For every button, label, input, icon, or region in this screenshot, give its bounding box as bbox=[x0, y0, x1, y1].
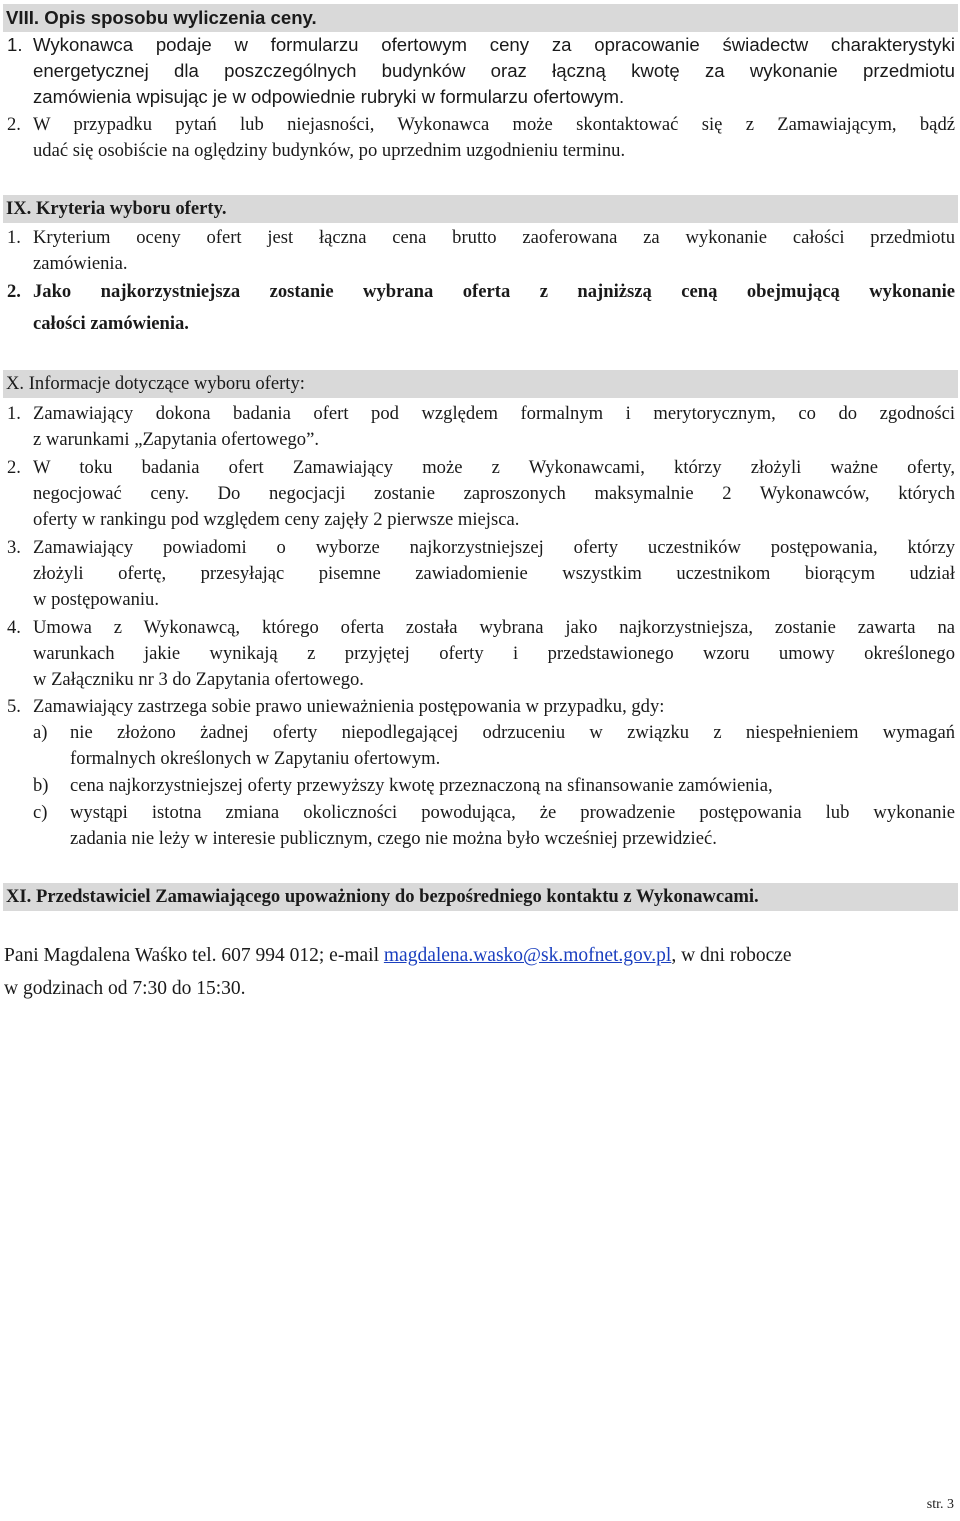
s9-item-1-line-2: zamówienia. bbox=[33, 253, 128, 274]
s8-item-1-number: 1. bbox=[7, 34, 23, 55]
s10-item-4-number: 4. bbox=[7, 617, 21, 638]
s10-item-4-line-2: warunkach jakie wynikają z przyjętej oferty i przedstawionego wzoru umowy określonego bbox=[33, 643, 955, 664]
s8-item-2-line-2: udać się osobiście na oględziny budynków, po uprzednim uzgodnieniu terminu. bbox=[33, 140, 626, 161]
s10-item-5a-line-2: formalnych określonych w Zapytaniu ofertowym. bbox=[70, 748, 441, 769]
s10-item-1-line-2: z warunkami „Zapytania ofertowego”. bbox=[33, 429, 320, 450]
s10-item-5c-line-2: zadania nie leży w interesie publicznym, czego nie można było wcześniej przewidzieć. bbox=[70, 828, 717, 849]
s10-item-3-line-2: złożyli ofertę, przesyłając pisemne zawiadomienie wszystkim uczestnikom biorącym udział bbox=[33, 563, 955, 584]
contact-line-1 bbox=[4, 943, 792, 969]
s10-item-3-line-3: w postępowaniu. bbox=[33, 589, 160, 610]
s10-item-5a-line-1: nie złożono żadnej oferty niepodlegającej odrzuceniu w związku z niespełnieniem wymagań bbox=[70, 722, 955, 743]
s10-item-2-line-2: negocjować ceny. Do negocjacji zostanie zaproszonych maksymalnie 2 Wykonawców, których bbox=[33, 483, 955, 504]
s9-item-1-line-1: Kryterium oceny ofert jest łączna cena brutto zaoferowana za wykonanie całości przedmiotu bbox=[33, 227, 955, 248]
s10-item-5b-line-1: cena najkorzystniejszej oferty przewyższy kwotę przeznaczoną na sfinansowanie zamówienia, bbox=[70, 775, 773, 796]
s10-item-2-number: 2. bbox=[7, 457, 21, 478]
s10-item-4-line-1: Umowa z Wykonawcą, którego oferta została wybrana jako najkorzystniejsza, zostanie zawarta na bbox=[33, 617, 955, 638]
page-number: str. 3 bbox=[926, 1497, 954, 1512]
email-link[interactable]: magdalena.wasko@sk.mofnet.gov.pl bbox=[383, 945, 672, 966]
s10-item-1-number: 1. bbox=[7, 403, 21, 424]
s8-item-2-number: 2. bbox=[7, 114, 21, 135]
section-9-heading: IX. Kryteria wyboru oferty. bbox=[3, 195, 958, 223]
section-8-heading: VIII. Opis sposobu wyliczenia ceny. bbox=[3, 4, 958, 32]
s10-item-3-number: 3. bbox=[7, 537, 21, 558]
s9-item-1-number: 1. bbox=[7, 227, 21, 248]
s10-item-5a-label: a) bbox=[33, 722, 48, 743]
s10-item-5c-line-1: wystąpi istotna zmiana okoliczności powodująca, że prowadzenie postępowania lub wykonanie bbox=[70, 802, 955, 823]
s10-item-5b-label: b) bbox=[33, 775, 49, 796]
section-11-heading: XI. Przedstawiciel Zamawiającego upoważniony do bezpośredniego kontaktu z Wykonawcami. bbox=[3, 883, 958, 911]
s9-item-2-number: 2. bbox=[7, 281, 21, 302]
s10-item-3-line-1: Zamawiający powiadomi o wyborze najkorzystniejszej oferty uczestników postępowania, którzy bbox=[33, 537, 955, 558]
s10-item-5-line-1: Zamawiający zastrzega sobie prawo unieważnienia postępowania w przypadku, gdy: bbox=[33, 696, 665, 717]
s8-item-1-line-2: energetycznej dla poszczególnych budynków oraz łączną kwotę za wykonanie przedmiotu bbox=[33, 60, 955, 81]
s9-item-2-line-1: Jako najkorzystniejsza zostanie wybrana oferta z najniższą ceną obejmującą wykonanie bbox=[33, 281, 955, 302]
s10-item-5c-label: c) bbox=[33, 802, 48, 823]
contact-prefix: Pani Magdalena Waśko tel. 607 994 012; e-mail bbox=[4, 945, 384, 966]
s10-item-2-line-3: oferty w rankingu pod względem ceny zajęły 2 pierwsze miejsca. bbox=[33, 509, 520, 530]
s8-item-2-line-1: W przypadku pytań lub niejasności, Wykonawca może skontaktować się z Zamawiającym, bądź bbox=[33, 114, 955, 135]
s10-item-4-line-3: w Załączniku nr 3 do Zapytania ofertowego. bbox=[33, 669, 364, 690]
contact-line-2: w godzinach od 7:30 do 15:30. bbox=[4, 978, 246, 999]
s9-item-2-line-2: całości zamówienia. bbox=[33, 313, 189, 334]
section-10-heading: X. Informacje dotyczące wyboru oferty: bbox=[3, 370, 958, 398]
s10-item-2-line-1: W toku badania ofert Zamawiający może z Wykonawcami, którzy złożyli ważne oferty, bbox=[33, 457, 955, 478]
contact-suffix: , w dni robocze bbox=[671, 945, 792, 966]
s8-item-1-line-1: Wykonawca podaje w formularzu ofertowym ceny za opracowanie świadectw charakterystyki bbox=[33, 34, 955, 55]
s10-item-5-number: 5. bbox=[7, 696, 21, 717]
s10-item-1-line-1: Zamawiający dokona badania ofert pod względem formalnym i merytorycznym, co do zgodności bbox=[33, 403, 955, 424]
s8-item-1-line-3: zamówienia wpisując je w odpowiednie rubryki w formularzu ofertowym. bbox=[33, 86, 625, 107]
